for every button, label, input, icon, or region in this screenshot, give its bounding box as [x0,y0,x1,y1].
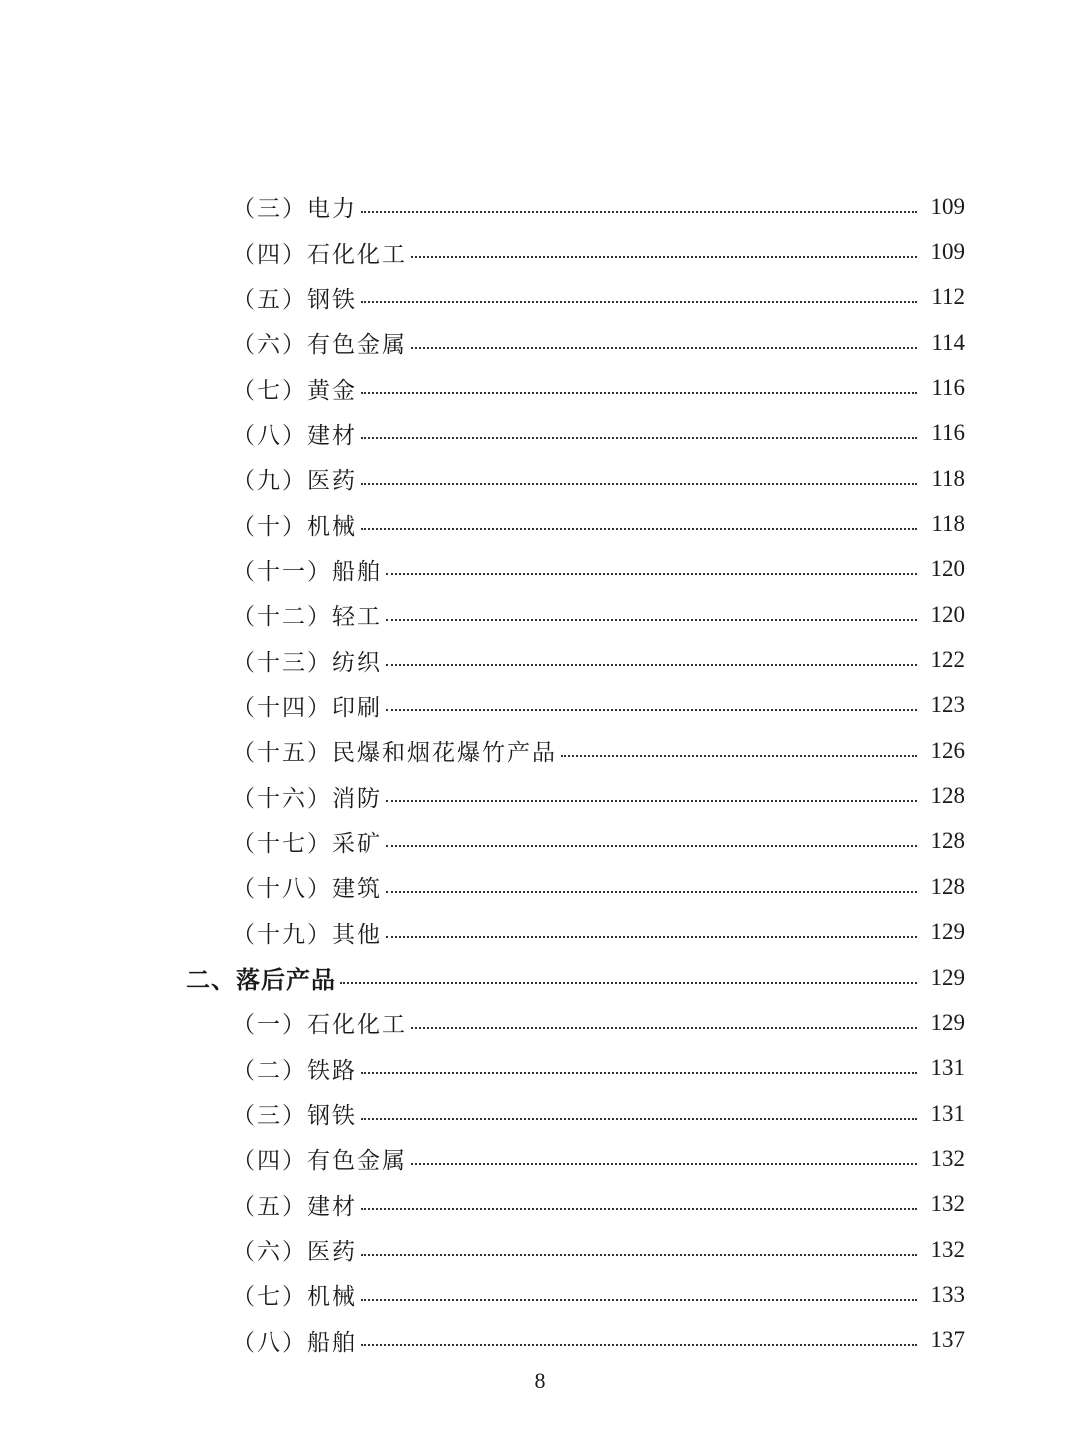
toc-entry-title: （十一）船舶 [232,558,382,585]
toc-entry-title: （十八）建筑 [232,876,382,903]
toc-leader-dots [361,437,917,439]
toc-leader-dots [361,392,917,394]
toc-entry-title: （六）医药 [232,1239,357,1266]
toc-entry-page: 109 [930,193,965,219]
toc-entry-page: 132 [930,1191,965,1217]
toc-entry [0,1227,1080,1272]
toc-entry-title: （七）黄金 [232,377,357,404]
page-number: 8 [534,1368,546,1393]
toc-leader-dots [386,891,917,893]
toc-entry-title: （四）有色金属 [232,1148,407,1175]
toc-entry-page: 128 [930,783,965,809]
toc-leader-dots [361,483,917,485]
toc-leader-dots [361,1299,917,1301]
toc-section-heading [0,955,1080,1000]
toc-entry-title: （一）石化化工 [232,1012,407,1039]
toc-leader-dots [386,664,917,666]
toc-entry-page: 120 [930,601,965,627]
toc-entry [0,456,1080,501]
toc-entry [0,501,1080,546]
toc-leader-dots [561,755,917,757]
toc-leader-dots [361,301,917,303]
toc-leader-dots [411,347,917,349]
toc-entry-page: 123 [930,692,965,718]
toc-leader-dots [386,573,917,575]
toc-entry-page: 129 [930,919,965,945]
toc-entry-title: （九）医药 [232,468,357,495]
toc-entry-page: 132 [930,1145,965,1171]
toc-entry [0,275,1080,320]
toc-entry-page: 112 [931,284,965,310]
toc-leader-dots [386,845,917,847]
toc-section-title: 二、落后产品 [186,966,336,995]
toc-entry-page: 109 [930,239,965,265]
toc-entry-title: （三）电力 [232,196,357,223]
toc-entry-page: 137 [930,1327,965,1353]
toc-entry-page: 122 [930,647,965,673]
toc-entry [0,1182,1080,1227]
toc-leader-dots [340,982,917,984]
toc-entry-page: 133 [930,1281,965,1307]
toc-entry [0,1091,1080,1136]
toc-entry [0,1000,1080,1045]
toc-entry-title: （十五）民爆和烟花爆竹产品 [232,740,557,767]
toc-entry [0,411,1080,456]
toc-leader-dots [361,1254,917,1256]
toc-leader-dots [361,1118,917,1120]
toc-entry [0,864,1080,909]
toc-leader-dots [361,1208,917,1210]
toc-entry-page: 131 [930,1100,965,1126]
toc-entry-page: 116 [931,375,965,401]
toc-leader-dots [361,211,917,213]
toc-entry-page: 114 [931,329,965,355]
toc-leader-dots [386,936,917,938]
toc-entry-page: 131 [930,1055,965,1081]
toc-entry-page: 120 [930,556,965,582]
toc-entry [0,365,1080,410]
toc-leader-dots [386,709,917,711]
toc-entry-title: （十）机械 [232,513,357,540]
toc-entry-title: （五）钢铁 [232,286,357,313]
toc-leader-dots [411,256,917,258]
toc-entry-page: 132 [930,1236,965,1262]
toc-entry [0,728,1080,773]
toc-entry-title: （十三）纺织 [232,649,382,676]
toc-entry-title: （六）有色金属 [232,332,407,359]
toc-entry-page: 118 [931,465,965,491]
toc-leader-dots [361,1344,917,1346]
toc-entry-page: 126 [930,737,965,763]
toc-entry [0,637,1080,682]
toc-entry-page: 128 [930,873,965,899]
toc-entry-title: （八）建材 [232,422,357,449]
toc-leader-dots [411,1027,917,1029]
toc-entry-title: （八）船舶 [232,1329,357,1356]
toc-entry [0,184,1080,229]
toc-entry-title: （二）铁路 [232,1057,357,1084]
toc-entry-title: （三）钢铁 [232,1103,357,1130]
toc-entry-title: （五）建材 [232,1193,357,1220]
toc-entry [0,1318,1080,1363]
toc-entry-page: 128 [930,828,965,854]
toc-entry-page: 118 [931,511,965,537]
toc-entry-title: （十二）轻工 [232,604,382,631]
toc-entry [0,683,1080,728]
toc-entry [0,1272,1080,1317]
toc-entry-title: （十九）其他 [232,921,382,948]
toc-leader-dots [361,528,917,530]
toc-leader-dots [411,1163,917,1165]
toc-entry [0,773,1080,818]
toc-leader-dots [386,800,917,802]
toc-entry [0,1046,1080,1091]
toc-entry-page: 116 [931,420,965,446]
toc-entry [0,910,1080,955]
toc-entry [0,229,1080,274]
toc-entry [0,1136,1080,1181]
toc-entry [0,320,1080,365]
toc-leader-dots [361,1072,917,1074]
toc-entry [0,819,1080,864]
toc-entry-page: 129 [930,1009,965,1035]
toc-entry-title: （十六）消防 [232,785,382,812]
toc-entry [0,547,1080,592]
table-of-contents [0,184,1080,1363]
toc-entry-title: （七）机械 [232,1284,357,1311]
toc-entry-title: （十四）印刷 [232,694,382,721]
toc-entry-title: （四）石化化工 [232,241,407,268]
toc-entry [0,592,1080,637]
toc-entry-page: 129 [930,964,965,990]
toc-entry-title: （十七）采矿 [232,830,382,857]
toc-leader-dots [386,619,917,621]
